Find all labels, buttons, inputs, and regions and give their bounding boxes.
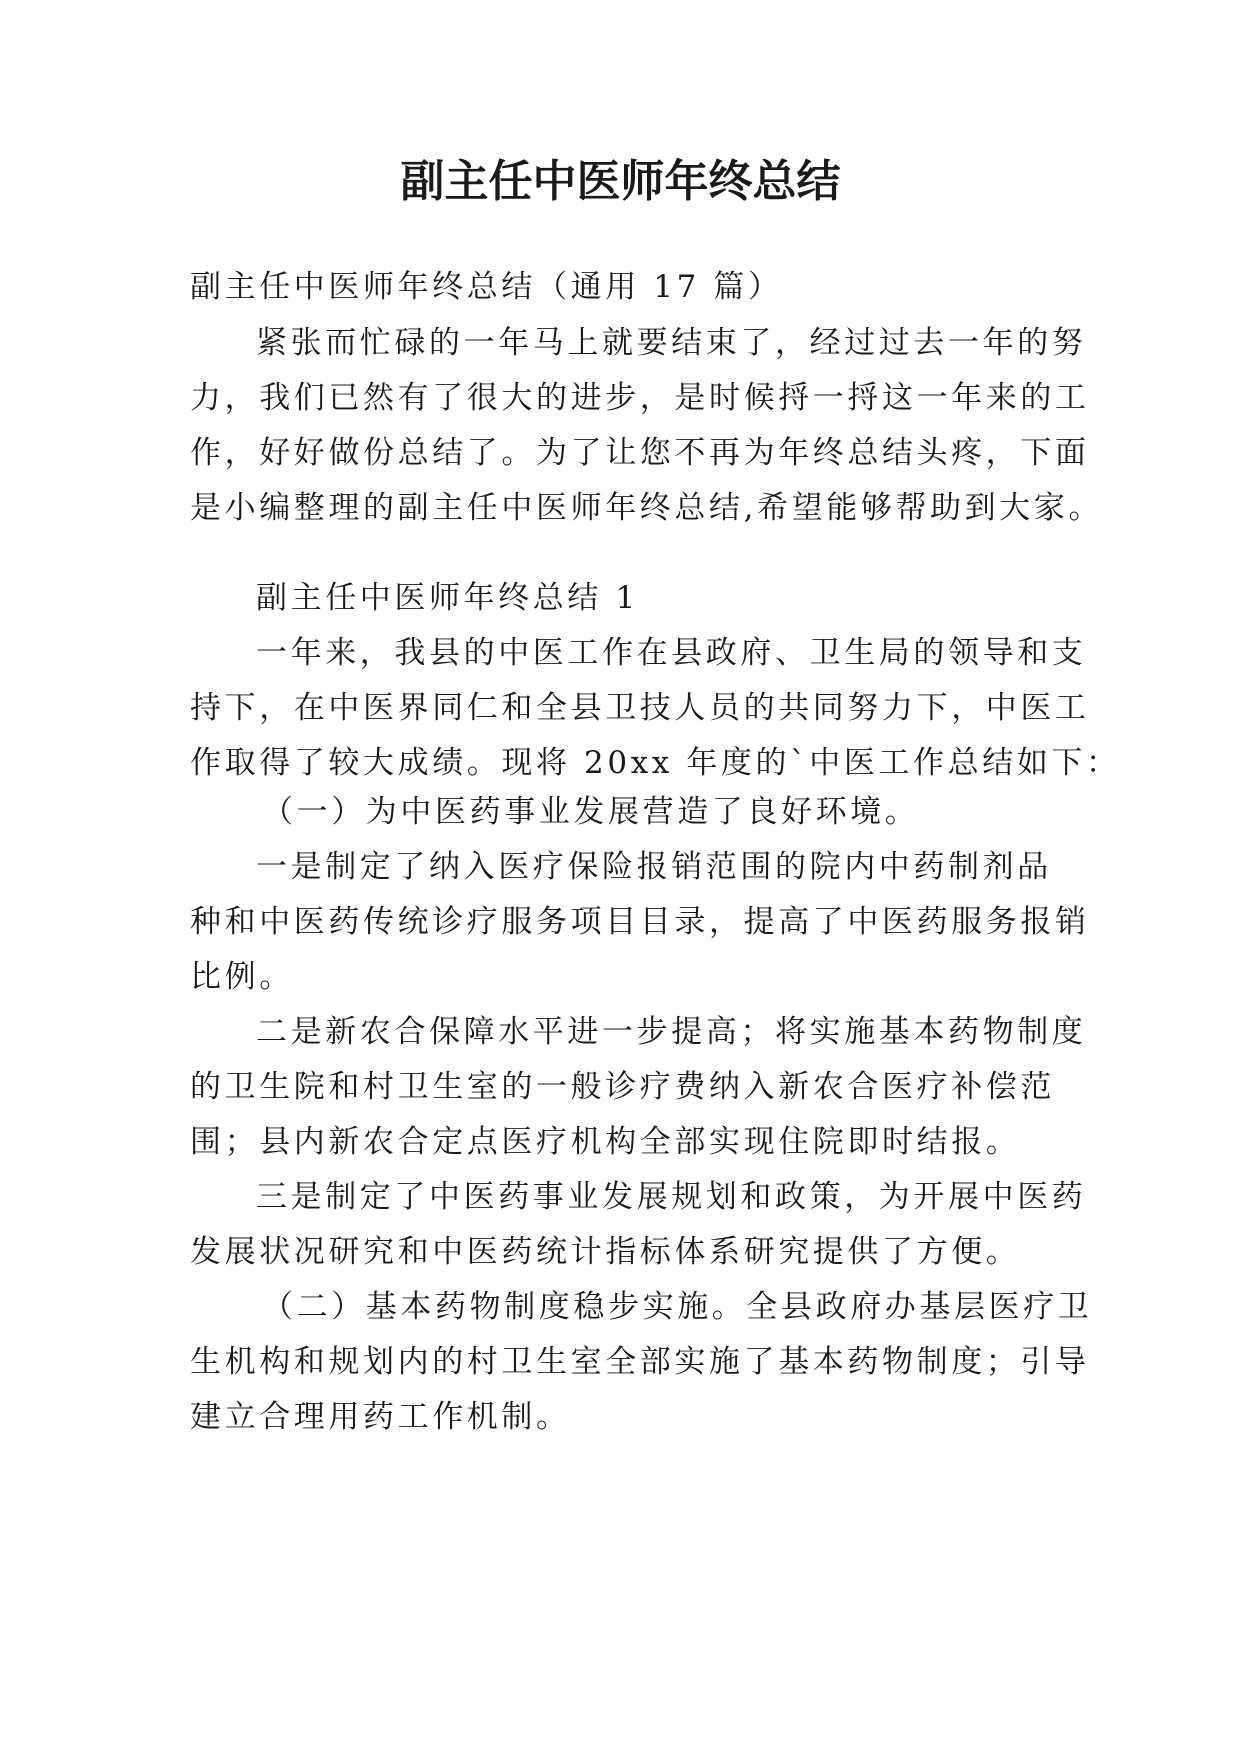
body-line: 发展状况研究和中医药统计指标体系研究提供了方便。 (190, 1234, 1021, 1270)
body-line: 持下，在中医界同仁和全县卫技人员的共同努力下，中医工 (190, 690, 1090, 726)
body-line: 三是制定了中医药事业发展规划和政策，为开展中医药 (256, 1179, 1087, 1215)
body-line: 生机构和规划内的村卫生室全部实施了基本药物制度；引导 (190, 1344, 1090, 1380)
page-title: 副主任中医师年终总结 (400, 156, 841, 207)
body-line: 建立合理用药工作机制。 (190, 1399, 571, 1435)
body-line: 比例。 (190, 959, 294, 995)
section-heading: 副主任中医师年终总结 1 (256, 580, 639, 616)
intro-line: 作，好好做份总结了。为了让您不再为年终总结头疼，下面 (190, 435, 1090, 471)
body-line: （一）为中医药事业发展营造了良好环境。 (262, 794, 920, 830)
body-line: 二是新农合保障水平进一步提高；将实施基本药物制度 (256, 1014, 1087, 1050)
body-line: （二）基本药物制度稳步实施。全县政府办基层医疗卫 (262, 1289, 1093, 1325)
intro-line: 紧张而忙碌的一年马上就要结束了，经过过去一年的努 (256, 325, 1087, 361)
document-subtitle: 副主任中医师年终总结（通用 17 篇） (190, 269, 783, 305)
body-line: 一年来，我县的中医工作在县政府、卫生局的领导和支 (256, 635, 1087, 671)
body-line: 作取得了较大成绩。现将 20xx 年度的`中医工作总结如下： (190, 745, 1121, 781)
intro-line: 是小编整理的副主任中医师年终总结,希望能够帮助到大家。 (190, 490, 1104, 526)
body-line: 围；县内新农合定点医疗机构全部实现住院即时结报。 (190, 1124, 1021, 1160)
body-line: 种和中医药传统诊疗服务项目目录，提高了中医药服务报销 (190, 904, 1090, 940)
intro-line: 力，我们已然有了很大的进步，是时候捋一捋这一年来的工 (190, 380, 1090, 416)
body-line: 一是制定了纳入医疗保险报销范围的院内中药制剂品 (256, 849, 1052, 885)
body-line: 的卫生院和村卫生室的一般诊疗费纳入新农合医疗补偿范 (190, 1069, 1055, 1105)
